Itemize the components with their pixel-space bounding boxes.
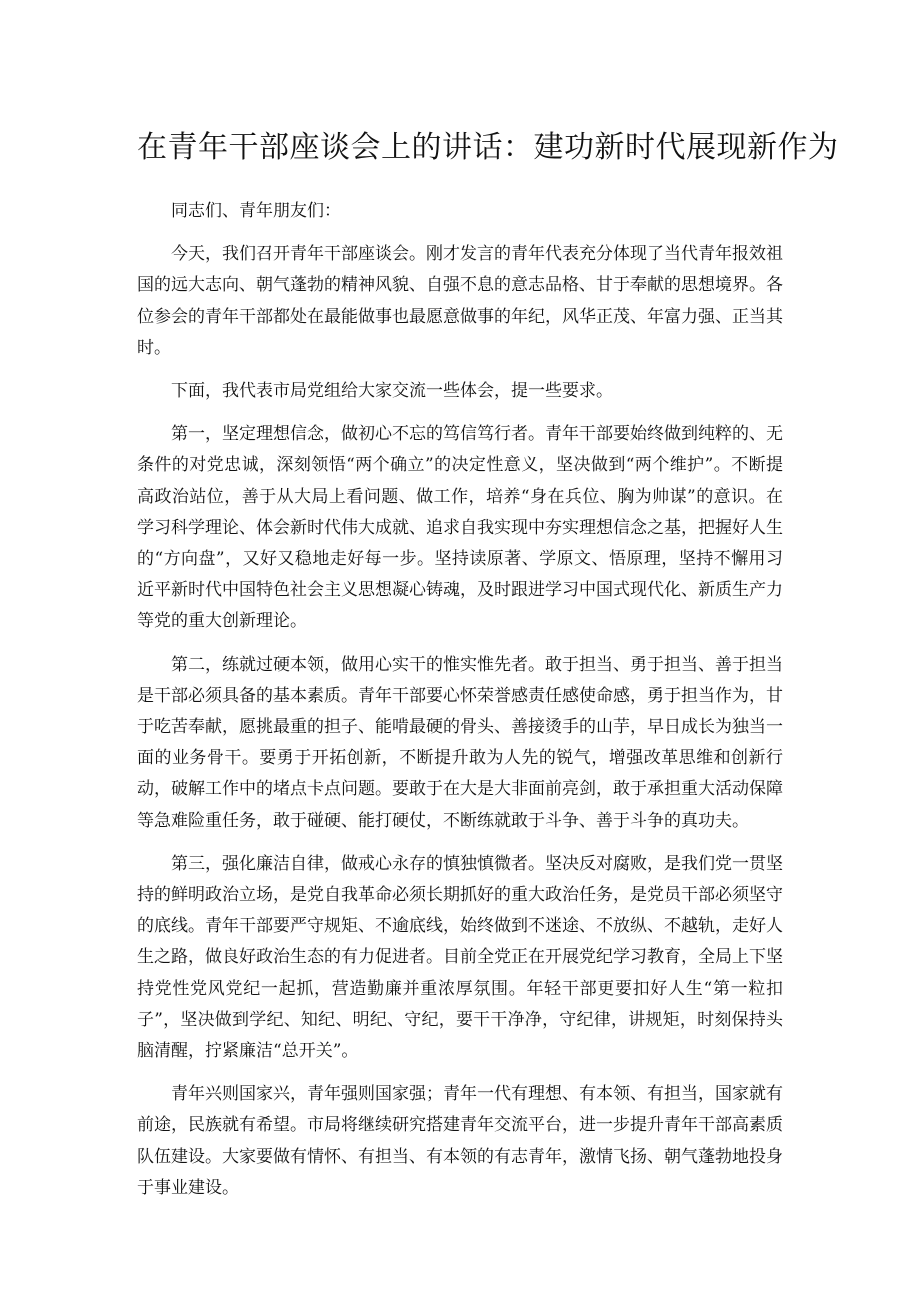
document-page <box>137 128 839 1216</box>
document-title: 在青年干部座谈会上的讲话：建功新时代展现新作为 <box>137 130 839 165</box>
paragraph-intro: 下面，我代表市局党组给大家交流一些体会，提一些要求。 <box>171 381 613 402</box>
paragraph-opening: 今天，我们召开青年干部座谈会。刚才发言的青年代表充分体现了当代青年报效祖国的远大志向、朝气蓬勃的精神风貌、自强不息的意志品格、甘于奉献的思想境界。各位参会的青年干部都处在最能做事也最愿意做事的年纪，风华正茂、年富力强、正当其时。 <box>137 244 783 358</box>
paragraph-third-point: 第三，强化廉洁自律，做戒心永存的慎独慎微者。坚决反对腐败，是我们党一贯坚持的鲜明政治立场，是党自我革命必须长期抓好的重大政治任务，是党员干部必须坚守的底线。青年干部要严守规矩、不逾底线，始终做到不迷途、不放纵、不越轨，走好人生之路，做良好政治生态的有力促进者。目前全党正在开展党纪学习教育，全局上下坚持党性党风党纪一起抓，营造勤廉并重浓厚氛围。年轻干部更要扣好人生“第一粒扣子”，坚决做到学纪、知纪、明纪、守纪，要干干净净，守纪律，讲规矩，时刻保持头脑清醒，拧紧廉洁“总开关”。 <box>137 853 783 1062</box>
paragraph-first-point: 第一，坚定理想信念，做初心不忘的笃信笃行者。青年干部要始终做到纯粹的、无条件的对党忠诚，深刻领悟“两个确立”的决定性意义，坚决做到“两个维护”。不断提高政治站位，善于从大局上看问题、做工作，培养“身在兵位、胸为帅谋”的意识。在学习科学理论、体会新时代伟大成就、追求自我实现中夯实理想信念之基，把握好人生的“方向盘”，又好又稳地走好每一步。坚持读原著、学原文、悟原理，坚持不懈用习近平新时代中国特色社会主义思想凝心铸魂，及时跟进学习中国式现代化、新质生产力等党的重大创新理论。 <box>137 424 783 632</box>
paragraph-closing: 青年兴则国家兴，青年强则国家强；青年一代有理想、有本领、有担当，国家就有前途，民族就有希望。市局将继续研究搭建青年交流平台，进一步提升青年干部高素质队伍建设。大家要做有情怀、有担当、有本领的有志青年，激情飞扬、朝气蓬勃地投身于事业建设。 <box>137 1084 783 1198</box>
greeting: 同志们、青年朋友们： <box>171 201 341 221</box>
paragraph-second-point: 第二，练就过硬本领，做用心实干的惟实惟先者。敢于担当、勇于担当、善于担当是干部必须具备的基本素质。青年干部要心怀荣誉感责任感使命感，勇于担当作为，甘于吃苦奉献，愿挑最重的担子、能啃最硬的骨头、善接烫手的山芋，早日成长为独当一面的业务骨干。要勇于开拓创新，不断提升敢为人先的锐气，增强改革思维和创新行动，破解工作中的堵点卡点问题。要敢于在大是大非面前亮剑，敢于承担重大活动保障等急难险重任务，敢于碰硬、能打硬仗，不断练就敢于斗争、善于斗争的真功夫。 <box>137 654 783 831</box>
